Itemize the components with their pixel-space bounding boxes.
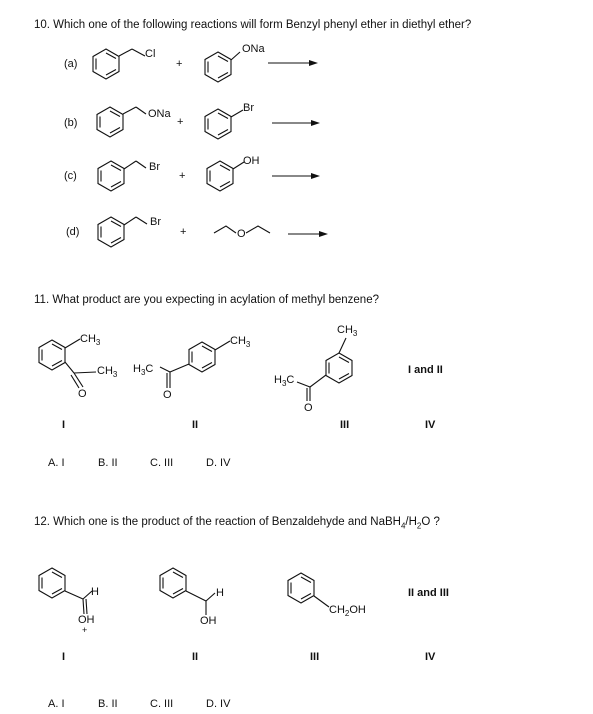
q10c-reagent1-group: Br xyxy=(149,161,160,173)
q11-numeral-IV: IV xyxy=(425,419,436,431)
q10d-plus: + xyxy=(180,226,187,238)
q12-I-hydrogen: H xyxy=(91,586,99,598)
q10a-arrow xyxy=(268,60,318,66)
q11-I-ch3-label: $CH_3$ xyxy=(80,333,101,348)
q11-answer-a[interactable]: A. I xyxy=(48,457,65,469)
q12-answer-c[interactable]: C. III xyxy=(150,698,174,710)
q12-option-IV-text: II and III xyxy=(408,587,449,599)
q12-answer-a[interactable]: A. I xyxy=(48,698,65,710)
q11-answer-b[interactable]: B. II xyxy=(98,457,118,469)
q10b-sodium-benzyloxide-structure xyxy=(97,107,146,137)
q10-question: 10. Which one of the following reactions will form Benzyl phenyl ether in diethyl ether? xyxy=(34,19,472,31)
q10b-reagent1-group: ONa xyxy=(148,108,171,120)
q12-structure-I xyxy=(39,568,92,614)
q10b-reagent2-group: Br xyxy=(243,102,254,114)
q12-answer-d[interactable]: D. IV xyxy=(206,698,231,710)
q10c-arrow xyxy=(272,173,320,179)
q10d-label: (d) xyxy=(66,226,80,238)
q12-II-hydrogen: H xyxy=(216,587,224,599)
q10d-ether-oxygen: O xyxy=(237,228,246,240)
q12-numeral-IV: IV xyxy=(425,651,436,663)
q10b-arrow xyxy=(272,120,320,126)
q11-I-oxygen: O xyxy=(78,388,87,400)
q11-III-h3c-label: $H_3C$ xyxy=(274,374,295,389)
q10a-label: (a) xyxy=(64,58,78,70)
q11-I-acetyl-ch3-label: $CH_3$ xyxy=(97,365,118,380)
q10a-plus: + xyxy=(176,58,183,70)
q10b-plus: + xyxy=(177,116,184,128)
q10d-reagent1-group: Br xyxy=(150,216,161,228)
q11-numeral-III: III xyxy=(340,419,350,431)
q10c-reagent2-group: OH xyxy=(243,155,260,167)
q12-structure-II xyxy=(160,568,215,615)
q11-option-IV-text: I and II xyxy=(408,364,443,376)
q12-II-oh: OH xyxy=(200,615,217,627)
q12-numeral-I: I xyxy=(62,651,66,663)
q11-answer-d[interactable]: D. IV xyxy=(206,457,231,469)
q11-III-ch3-label: $CH_3$ xyxy=(337,324,358,339)
q11-II-h3c-label: $H_3C$ xyxy=(133,363,154,378)
q12-I-plus-charge: + xyxy=(82,625,88,635)
q12-numeral-III: III xyxy=(310,651,320,663)
q10d-arrow xyxy=(288,231,328,237)
q10b-label: (b) xyxy=(64,117,78,129)
q11-numeral-II: II xyxy=(192,419,199,431)
q11-II-oxygen: O xyxy=(163,389,172,401)
q11-III-oxygen: O xyxy=(304,402,313,414)
q10c-phenol-structure xyxy=(207,161,244,191)
q12-structure-III xyxy=(288,573,329,607)
q11-numeral-I: I xyxy=(62,419,66,431)
q10a-sodium-phenoxide-structure xyxy=(205,52,240,82)
q10b-bromobenzene-structure xyxy=(205,109,243,139)
q10a-reagent1-group: Cl xyxy=(145,48,156,60)
q11-question: 11. What product are you expecting in acylation of methyl benzene? xyxy=(34,294,379,306)
q12-numeral-II: II xyxy=(192,651,199,663)
q10c-benzyl-bromide-structure xyxy=(98,161,146,191)
q10c-plus: + xyxy=(179,170,186,182)
q10a-reagent2-group: ONa xyxy=(242,43,265,55)
q10a-benzyl-chloride-structure xyxy=(93,49,145,79)
q11-structure-III xyxy=(297,338,352,401)
q12-question: 12. Which one is the product of the reaction of Benzaldehyde and $NaBH_4/H_2O$ ? xyxy=(34,516,440,531)
q11-structure-II xyxy=(160,341,230,388)
q12-I-oh: OH xyxy=(78,614,95,626)
q11-answer-c[interactable]: C. III xyxy=(150,457,174,469)
q10c-label: (c) xyxy=(64,170,77,182)
q10d-benzyl-bromide-structure xyxy=(98,217,147,247)
q12-answer-b[interactable]: B. II xyxy=(98,698,118,710)
q11-II-ch3-label: $CH_3$ xyxy=(230,335,251,350)
q12-III-ch2oh: $CH_2OH$ xyxy=(329,604,366,619)
